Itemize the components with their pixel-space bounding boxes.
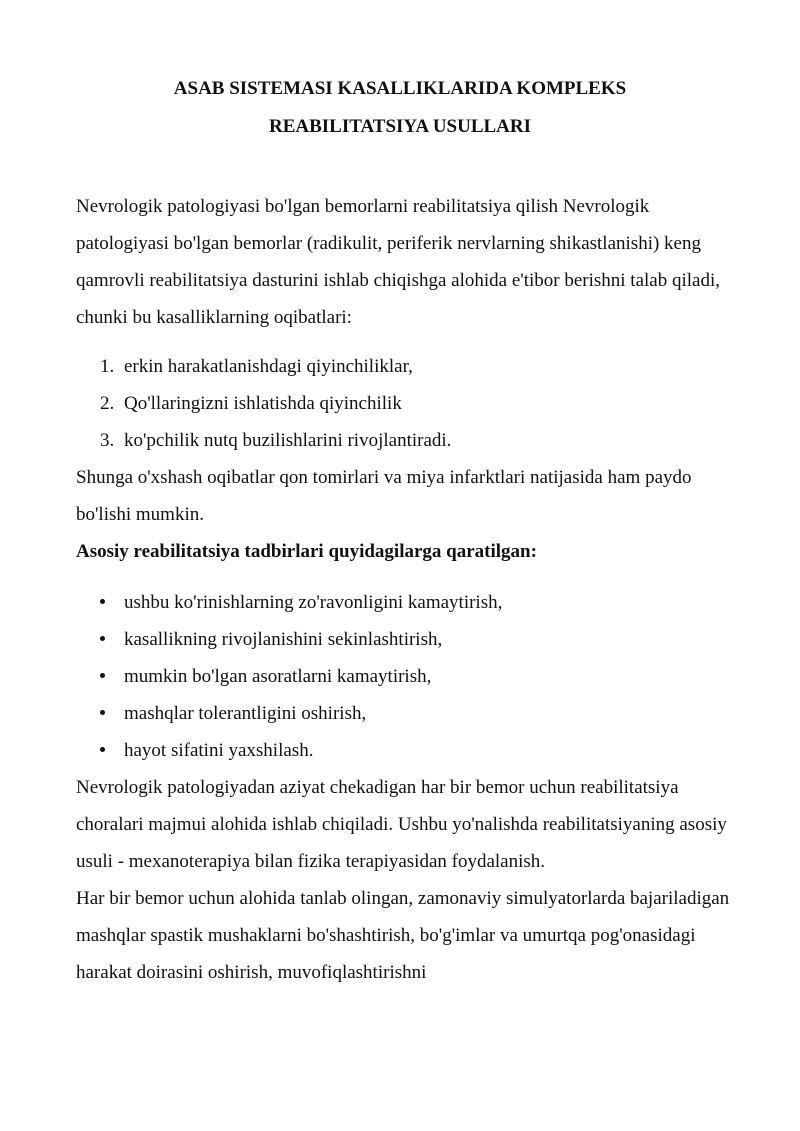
paragraph-exercises: Har bir bemor uchun alohida tanlab olingan, zamonaviy simulyatorlarda bajariladigan mashqlar spastik mushaklarni bo'shashtirish, bo'g'imlar va umurtqa pog'onasidagi harakat doirasini oshirish, muvofiqlashtirishni [76,888,730,983]
document-title-line-2: REABILITATSIYA USULLARI [268,116,532,137]
list-number: 1. [100,356,115,377]
list-number: 3. [100,430,115,451]
list-number: 2. [100,393,115,414]
bullet-list-item [76,658,736,695]
numbered-list-item [76,385,736,422]
paragraph-rehabilitation-methods: Nevrologik patologiyadan aziyat chekadigan har bir bemor uchun reabilitatsiya choralari majmui alohida ishlab chiqiladi. Ushbu yo'nalishda reabilitatsiyaning asosiy usuli - mexanoterapiya bilan fizika terapiyasidan foydalanish. [76,777,727,872]
document-title-line-1: ASAB SISTEMASI KASALLIKLARIDA KOMPLEKS [173,78,627,99]
bullet-icon [100,673,105,678]
list-item-text: hayot sifatini yaxshilash. [124,740,314,761]
document-body [76,188,736,991]
list-item-text: erkin harakatlanishdagi qiyinchiliklar, [124,356,413,377]
numbered-list-item [76,422,736,459]
list-item-text: mashqlar tolerantligini oshirish, [124,703,367,724]
list-item-text: kasallikning rivojlanishini sekinlashtirish, [124,629,443,650]
intro-paragraph: Nevrologik patologiyasi bo'lgan bemorlarni reabilitatsiya qilish Nevrologik patologiyasi bo'lgan bemorlar (radikulit, periferik nervlarning shikastlanishi) keng qamrovli reabilitatsiya dasturini ishlab chiqishga alohida e'tibor berishni talab qiladi, chunki bu kasalliklarning oqibatlari: [76,196,720,328]
goals-bullet-list [76,584,736,769]
consequences-numbered-list [76,348,736,459]
list-item-text: ushbu ko'rinishlarning zo'ravonligini kamaytirish, [124,592,503,613]
list-item-text: mumkin bo'lgan asoratlarni kamaytirish, [124,666,432,687]
list-item-text: Qo'llaringizni ishlatishda qiyinchilik [124,393,402,414]
paragraph-consequences: Shunga o'xshash oqibatlar qon tomirlari va miya infarktlari natijasida ham paydo bo'lishi mumkin. [76,467,692,525]
numbered-list-item [76,348,736,385]
bullet-list-item [76,584,736,621]
bullet-icon [100,636,105,641]
bullet-list-item [76,621,736,658]
bullet-list-item [76,732,736,769]
bullet-icon [100,710,105,715]
bullet-icon [100,599,105,604]
bullet-icon [100,747,105,752]
list-item-text: ko'pchilik nutq buzilishlarini rivojlantiradi. [124,430,452,451]
section-heading: Asosiy reabilitatsiya tadbirlari quyidagilarga qaratilgan: [76,541,537,562]
bullet-list-item [76,695,736,732]
